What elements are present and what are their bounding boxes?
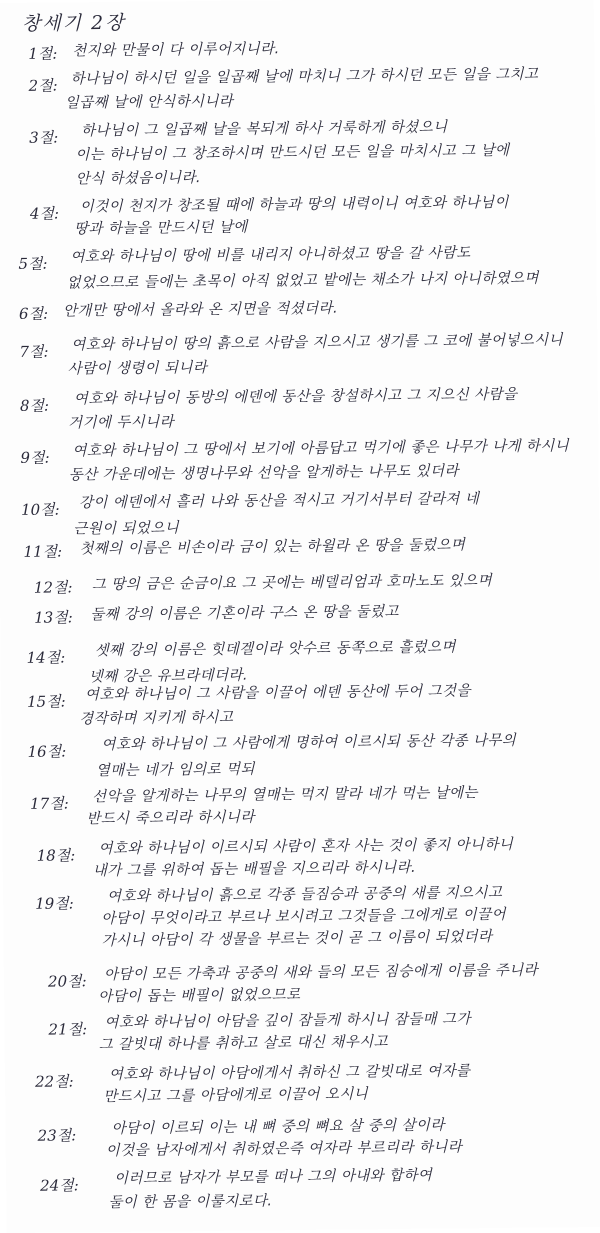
verse-text-line: 여호와 하나님이 그 사람을 이끌어 에덴 동산에 두어 그것을 [84, 683, 471, 704]
verse-block [0, 385, 598, 432]
verse-text-line: 이것이 천지가 창조될 때에 하늘과 땅의 내력이니 여호와 하나님이 [79, 194, 509, 216]
verse-number: 6절: [18, 304, 49, 323]
verse-text-line: 아담이 무엇이라고 부르나 보시려고 그것들을 그에게로 이끌어 [101, 906, 507, 928]
verse-text-line: 셋째 강의 이름은 힛데겔이라 앗수르 동쪽으로 흘렀으며 [94, 639, 457, 660]
verse-text-line: 여호와 하나님이 아담에게서 취하신 그 갈빗대로 여자를 [108, 1063, 471, 1084]
verse-block [2, 783, 600, 828]
verse-number: 14절: [26, 648, 66, 667]
verse-text-line: 넷째 강은 유브라데더라. [88, 667, 248, 686]
verse-text-line: 여호와 하나님이 그 땅에서 보기에 아름답고 먹기에 좋은 나무가 나게 하시니 [72, 438, 570, 460]
verse-block [0, 489, 599, 538]
verse-block [0, 37, 594, 63]
verse-block [0, 571, 600, 597]
verse-text-line: 아담이 모든 가축과 공중의 새와 들의 모든 짐승에게 이름을 주니라 [103, 962, 539, 984]
verse-text-line: 근원이 되었으니 [73, 520, 180, 538]
verse-block [0, 117, 595, 188]
verse-block [0, 637, 600, 686]
verse-block [3, 883, 600, 950]
verse-text-line: 강이 에덴에서 흘러 나와 동산을 적시고 거기서부터 갈라져 네 [78, 491, 480, 512]
verse-block [0, 193, 596, 238]
verse-text-line: 경작하며 지키게 하시고 [79, 709, 234, 728]
verse-block [4, 1009, 600, 1054]
verse-number: 22절: [34, 1072, 74, 1091]
verse-text-line: 이러므로 남자가 부모를 떠나 그의 아내와 합하여 [113, 1167, 433, 1187]
verse-text-line: 여호와 하나님이 흙으로 각종 들짐승과 공중의 새를 지으시고 [107, 884, 503, 906]
verse-text-line: 여호와 하나님이 아담을 깊이 잠들게 하시니 잠들매 그가 [104, 1011, 471, 1032]
verse-number: 19절: [35, 894, 74, 913]
verse-block [0, 331, 597, 378]
verse-text-line: 이것을 남자에게서 취하였은즉 여자라 부르리라 하니라 [105, 1139, 463, 1160]
verse-text-line: 일곱째 날에 안식하시니라 [64, 93, 234, 112]
verse-text-line: 안개만 땅에서 올라와 온 지면을 적셨더라. [62, 300, 339, 320]
verse-number: 1절: [28, 44, 58, 63]
verse-text-line: 안식 하셨음이니라. [75, 170, 201, 188]
verse-block [5, 1061, 600, 1106]
verse-number: 24절: [40, 1176, 79, 1195]
verse-text-line: 내가 그를 위하여 돕는 배필을 지으리라 하시니라. [92, 859, 417, 880]
verse-text-line: 여호와 하나님이 땅의 흙으로 사람을 지으시고 생기를 그 코에 불어넣으시니 [71, 332, 564, 354]
verse-text-line: 땅과 하늘을 만드시던 날에 [74, 219, 248, 238]
verse-number: 12절: [33, 578, 73, 597]
verse-number: 11절: [23, 542, 63, 561]
verse-text-line: 둘째 강의 이름은 기혼이라 구스 온 땅을 둘렀고 [90, 603, 400, 624]
verse-text-line: 아담이 돕는 배필이 없었으므로 [98, 987, 301, 1006]
verse-text-line: 그 갈빗대 하나를 취하고 살로 대신 채우시고 [98, 1034, 389, 1054]
verse-number: 5절: [18, 254, 48, 273]
verse-text-line: 하나님이 그 일곱째 날을 복되게 하사 거룩하게 하셨으니 [80, 119, 448, 140]
verse-number: 9절: [20, 448, 50, 467]
verse-number: 20절: [47, 972, 87, 991]
verse-number: 21절: [48, 1020, 88, 1039]
verse-block [5, 1115, 600, 1160]
verse-block [0, 297, 597, 323]
verse-text-line: 가시니 아담이 각 생물을 부르는 것이 곧 그 이름이 되었더라 [101, 929, 493, 950]
verse-text-line: 사람이 생령이 되니라 [67, 359, 208, 378]
verse-number: 8절: [19, 396, 50, 415]
verse-block [0, 601, 600, 627]
verse-number: 15절: [26, 692, 66, 711]
verse-number: 10절: [20, 500, 60, 519]
verse-block [0, 65, 594, 112]
verse-text-line: 여호와 하나님이 이르시되 사람이 혼자 사는 것이 좋지 아니하니 [98, 836, 514, 858]
verse-number: 18절: [36, 846, 76, 865]
verse-number: 23절: [37, 1126, 77, 1145]
verse-number: 4절: [29, 204, 60, 223]
verse-text-line: 하나님이 하시던 일을 일곱째 날에 마치니 그가 하시던 모든 일을 그치고 [70, 66, 539, 88]
verse-text-line: 여호와 하나님이 동방의 에덴에 동산을 창설하시고 그 지으신 사람을 [73, 386, 518, 408]
verse-text-line: 선악을 알게하는 나무의 열매는 먹지 말라 네가 먹는 날에는 [91, 785, 478, 806]
verse-number: 3절: [29, 128, 59, 147]
verse-number: 2절: [28, 76, 58, 95]
verse-text-line: 열매는 네가 임의로 먹되 [95, 761, 255, 780]
verse-text-line: 이는 하나님이 그 창조하시며 만드시던 모든 일을 마치시고 그 날에 [75, 142, 510, 164]
verse-block [0, 243, 596, 292]
verse-number: 7절: [19, 342, 49, 361]
verse-block [1, 731, 600, 780]
verse-number: 13절: [34, 608, 73, 627]
verse-text-line: 여호와 하나님이 그 사람에게 명하여 이르시되 동산 각종 나무의 [101, 732, 517, 754]
page-title: 창세기 2장 [21, 11, 126, 35]
verse-number: 16절: [27, 742, 67, 761]
verse-text-line: 반드시 죽으리라 하시니라 [86, 809, 255, 828]
verse-block [4, 961, 600, 1006]
verse-text-line: 거기에 두시니라 [68, 414, 175, 432]
verse-text-line: 둘이 한 몸을 이룰지로다. [108, 1193, 273, 1212]
verse-block [6, 1165, 600, 1212]
verse-text-line: 첫째의 이름은 비손이라 금이 있는 하윌라 온 땅을 둘렀으며 [79, 537, 466, 558]
verse-text-line: 천지와 만물이 다 이루어지니라. [72, 41, 280, 60]
verse-block [3, 835, 600, 880]
verse-text-line: 아담이 이르되 이는 내 뼈 중의 뼈요 살 중의 살이라 [111, 1117, 445, 1138]
verse-text-line: 없었으므로 들에는 초목이 아직 없었고 밭에는 채소가 나지 아니하였으며 [66, 270, 540, 292]
verse-text-line: 동산 가운데에는 생명나무와 선악을 알게하는 나무도 있더라 [68, 463, 459, 484]
verse-text-line: 그 땅의 금은 순금이요 그 곳에는 베델리엄과 호마노도 있으며 [91, 572, 493, 594]
verse-number: 17절: [30, 794, 69, 813]
verse-text-line: 만드시고 그를 아담에게로 이끌어 오시니 [103, 1086, 369, 1106]
verse-text-line: 여호와 하나님이 땅에 비를 내리지 아니하셨고 땅을 갈 사람도 [70, 245, 471, 266]
verse-block [0, 437, 598, 484]
